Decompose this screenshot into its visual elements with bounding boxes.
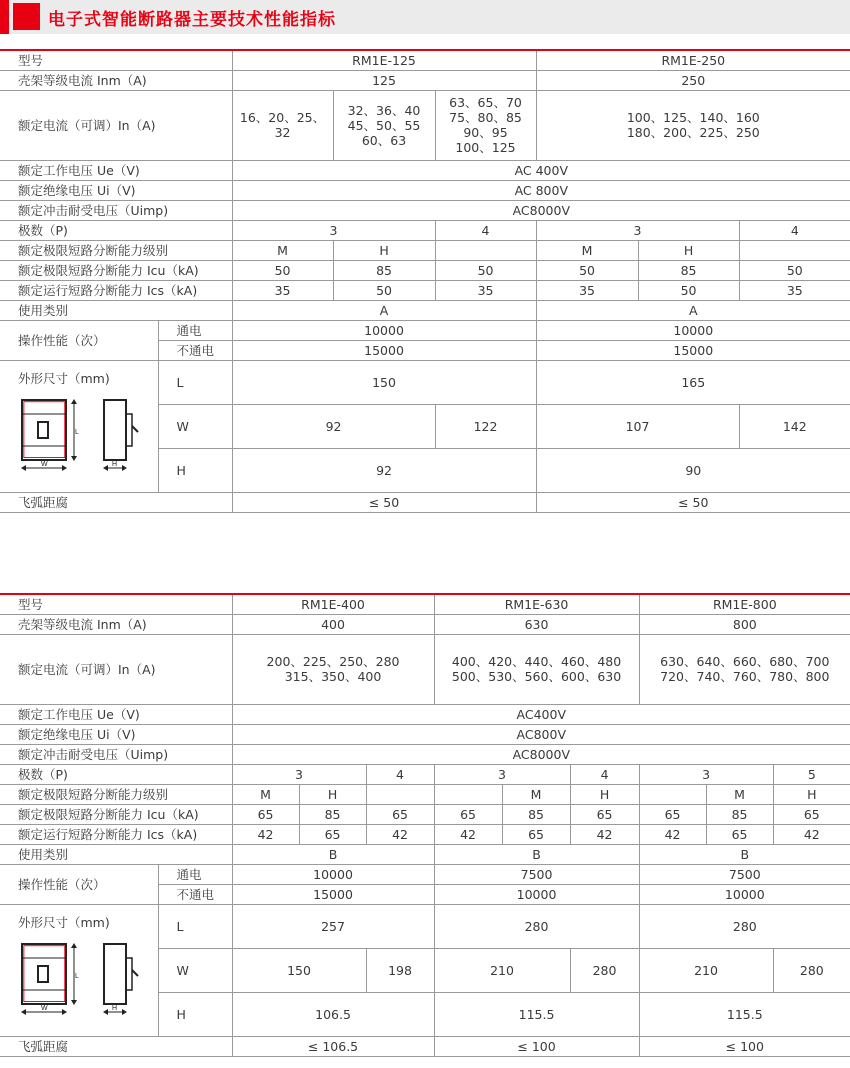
ics-value: 65 (706, 824, 773, 844)
icu-value: 50 (739, 260, 850, 280)
ics-value: 65 (502, 824, 570, 844)
H-value: 115.5 (434, 992, 639, 1036)
icu-value: 85 (706, 804, 773, 824)
H-value: 115.5 (639, 992, 850, 1036)
icu-value: 65 (570, 804, 639, 824)
level-value: H (773, 784, 850, 804)
row-label-category: 使用类别 (0, 844, 232, 864)
ics-value: 42 (434, 824, 502, 844)
ue-value: AC400V (232, 704, 850, 724)
non-energized-value: 15000 (232, 884, 434, 904)
row-label-dimensions: 外形尺寸（mm) (18, 914, 110, 930)
icu-value: 85 (299, 804, 366, 824)
H-value: 106.5 (232, 992, 434, 1036)
rated-current-value: 630、640、660、680、700 720、740、760、780、800 (639, 634, 850, 704)
sub-label-H: H (158, 448, 232, 492)
header-accent-square (13, 3, 40, 30)
row-label-ui: 额定绝缘电压 Ui（V) (0, 180, 232, 200)
ics-value: 35 (739, 280, 850, 300)
sub-label-W: W (158, 404, 232, 448)
section-header (0, 0, 850, 34)
frame-current-value: 250 (536, 70, 850, 90)
W-value: 142 (739, 404, 850, 448)
rated-current-value: 63、65、70 75、80、85 90、95 100、125 (435, 90, 536, 160)
row-label-icu: 额定极限短路分断能力 Icu（kA) (0, 804, 232, 824)
ics-value: 35 (435, 280, 536, 300)
level-value: H (570, 784, 639, 804)
level-value: H (299, 784, 366, 804)
sub-label-non-energized: 不通电 (158, 884, 232, 904)
rated-current-value: 100、125、140、160 180、200、225、250 (536, 90, 850, 160)
dimensions-cell (0, 360, 158, 492)
sub-label-L: L (158, 360, 232, 404)
non-energized-value: 15000 (232, 340, 536, 360)
row-label-ui: 额定绝缘电压 Ui（V) (0, 724, 232, 744)
level-value (434, 784, 502, 804)
spec-table-1 (0, 49, 850, 513)
H-value: 92 (232, 448, 536, 492)
level-value: H (638, 240, 739, 260)
level-value (435, 240, 536, 260)
poles-value: 3 (639, 764, 773, 784)
model-name: RM1E-400 (232, 594, 434, 614)
category-value: B (434, 844, 639, 864)
non-energized-value: 10000 (434, 884, 639, 904)
svg-text:W: W (41, 460, 48, 468)
frame-current-value: 800 (639, 614, 850, 634)
W-value: 198 (366, 948, 434, 992)
poles-value: 4 (739, 220, 850, 240)
frame-current-value: 630 (434, 614, 639, 634)
row-label-uimp: 额定冲击耐受电压（Uimp) (0, 744, 232, 764)
model-name: RM1E-250 (536, 50, 850, 70)
W-value: 210 (639, 948, 773, 992)
L-value: 150 (232, 360, 536, 404)
icu-value: 50 (435, 260, 536, 280)
icu-value: 50 (232, 260, 333, 280)
breaker-dimension-diagram (20, 940, 158, 1020)
icu-value: 65 (773, 804, 850, 824)
L-value: 165 (536, 360, 850, 404)
row-label-poles: 极数（P) (0, 220, 232, 240)
energized-value: 10000 (232, 864, 434, 884)
row-label-level: 额定极限短路分断能力级别 (0, 240, 232, 260)
model-name: RM1E-125 (232, 50, 536, 70)
ics-value: 50 (638, 280, 739, 300)
row-label-arc: 飞弧距腐 (0, 1036, 232, 1056)
sub-label-L: L (158, 904, 232, 948)
level-value: M (232, 240, 333, 260)
level-value: M (706, 784, 773, 804)
uimp-value: AC8000V (232, 744, 850, 764)
W-value: 150 (232, 948, 366, 992)
level-value (366, 784, 434, 804)
row-label-frame-current: 壳架等级电流 Inm（A) (0, 70, 232, 90)
level-value: M (502, 784, 570, 804)
frame-current-value: 400 (232, 614, 434, 634)
poles-value: 5 (773, 764, 850, 784)
row-label-ue: 额定工作电压 Ue（V) (0, 704, 232, 724)
L-value: 280 (434, 904, 639, 948)
spec-table-2 (0, 593, 850, 1057)
ics-value: 35 (232, 280, 333, 300)
row-label-category: 使用类别 (0, 300, 232, 320)
sub-label-W: W (158, 948, 232, 992)
icu-value: 65 (366, 804, 434, 824)
ics-value: 65 (299, 824, 366, 844)
level-value: H (333, 240, 435, 260)
level-value (739, 240, 850, 260)
rated-current-value: 16、20、25、32 (232, 90, 333, 160)
L-value: 280 (639, 904, 850, 948)
energized-value: 7500 (434, 864, 639, 884)
ics-value: 42 (570, 824, 639, 844)
row-label-uimp: 额定冲击耐受电压（Uimp) (0, 200, 232, 220)
svg-text:H: H (112, 460, 118, 468)
row-label-operation: 操作性能（次） (0, 864, 158, 904)
icu-value: 85 (638, 260, 739, 280)
sub-label-energized: 通电 (158, 320, 232, 340)
ics-value: 35 (536, 280, 638, 300)
arc-value: ≤ 50 (536, 492, 850, 512)
dimensions-cell (0, 904, 158, 1036)
ics-value: 42 (366, 824, 434, 844)
W-value: 92 (232, 404, 435, 448)
rated-current-value: 32、36、40 45、50、55 60、63 (333, 90, 435, 160)
poles-value: 3 (434, 764, 570, 784)
H-value: 90 (536, 448, 850, 492)
svg-text:H: H (112, 1004, 118, 1012)
poles-value: 4 (435, 220, 536, 240)
sub-label-energized: 通电 (158, 864, 232, 884)
model-name: RM1E-800 (639, 594, 850, 614)
arc-value: ≤ 106.5 (232, 1036, 434, 1056)
ics-value: 50 (333, 280, 435, 300)
poles-value: 4 (570, 764, 639, 784)
category-value: B (639, 844, 850, 864)
non-energized-value: 15000 (536, 340, 850, 360)
energized-value: 10000 (232, 320, 536, 340)
arc-value: ≤ 100 (434, 1036, 639, 1056)
category-value: A (536, 300, 850, 320)
svg-text:L: L (75, 972, 79, 980)
arc-value: ≤ 50 (232, 492, 536, 512)
svg-text:W: W (41, 1004, 48, 1012)
row-label-frame-current: 壳架等级电流 Inm（A) (0, 614, 232, 634)
W-value: 280 (570, 948, 639, 992)
header-accent-bar (0, 0, 9, 34)
model-name: RM1E-630 (434, 594, 639, 614)
icu-value: 65 (434, 804, 502, 824)
row-label-operation: 操作性能（次） (0, 320, 158, 360)
row-label-ics: 额定运行短路分断能力 Ics（kA) (0, 280, 232, 300)
row-label-ue: 额定工作电压 Ue（V) (0, 160, 232, 180)
ics-value: 42 (639, 824, 706, 844)
row-label-rated-current: 额定电流（可调）In（A) (0, 90, 232, 160)
svg-text:L: L (75, 428, 79, 436)
row-label-model: 型号 (0, 594, 232, 614)
rated-current-value: 400、420、440、460、480 500、530、560、600、630 (434, 634, 639, 704)
row-label-rated-current: 额定电流（可调）In（A) (0, 634, 232, 704)
sub-label-H: H (158, 992, 232, 1036)
W-value: 280 (773, 948, 850, 992)
ui-value: AC800V (232, 724, 850, 744)
row-label-ics: 额定运行短路分断能力 Ics（kA) (0, 824, 232, 844)
category-value: A (232, 300, 536, 320)
ue-value: AC 400V (232, 160, 850, 180)
W-value: 122 (435, 404, 536, 448)
row-label-model: 型号 (0, 50, 232, 70)
energized-value: 10000 (536, 320, 850, 340)
poles-value: 3 (232, 764, 366, 784)
page-title: 电子式智能断路器主要技术性能指标 (48, 10, 336, 30)
ics-value: 42 (232, 824, 299, 844)
uimp-value: AC8000V (232, 200, 850, 220)
ui-value: AC 800V (232, 180, 850, 200)
L-value: 257 (232, 904, 434, 948)
category-value: B (232, 844, 434, 864)
energized-value: 7500 (639, 864, 850, 884)
W-value: 210 (434, 948, 570, 992)
icu-value: 50 (536, 260, 638, 280)
poles-value: 3 (232, 220, 435, 240)
row-label-dimensions: 外形尺寸（mm) (18, 370, 110, 386)
icu-value: 85 (502, 804, 570, 824)
row-label-level: 额定极限短路分断能力级别 (0, 784, 232, 804)
breaker-dimension-diagram (20, 396, 158, 476)
sub-label-non-energized: 不通电 (158, 340, 232, 360)
icu-value: 65 (639, 804, 706, 824)
row-label-poles: 极数（P) (0, 764, 232, 784)
icu-value: 85 (333, 260, 435, 280)
rated-current-value: 200、225、250、280 315、350、400 (232, 634, 434, 704)
poles-value: 4 (366, 764, 434, 784)
level-value: M (536, 240, 638, 260)
W-value: 107 (536, 404, 739, 448)
level-value: M (232, 784, 299, 804)
poles-value: 3 (536, 220, 739, 240)
non-energized-value: 10000 (639, 884, 850, 904)
arc-value: ≤ 100 (639, 1036, 850, 1056)
ics-value: 42 (773, 824, 850, 844)
row-label-icu: 额定极限短路分断能力 Icu（kA) (0, 260, 232, 280)
frame-current-value: 125 (232, 70, 536, 90)
level-value (639, 784, 706, 804)
icu-value: 65 (232, 804, 299, 824)
row-label-arc: 飞弧距腐 (0, 492, 232, 512)
